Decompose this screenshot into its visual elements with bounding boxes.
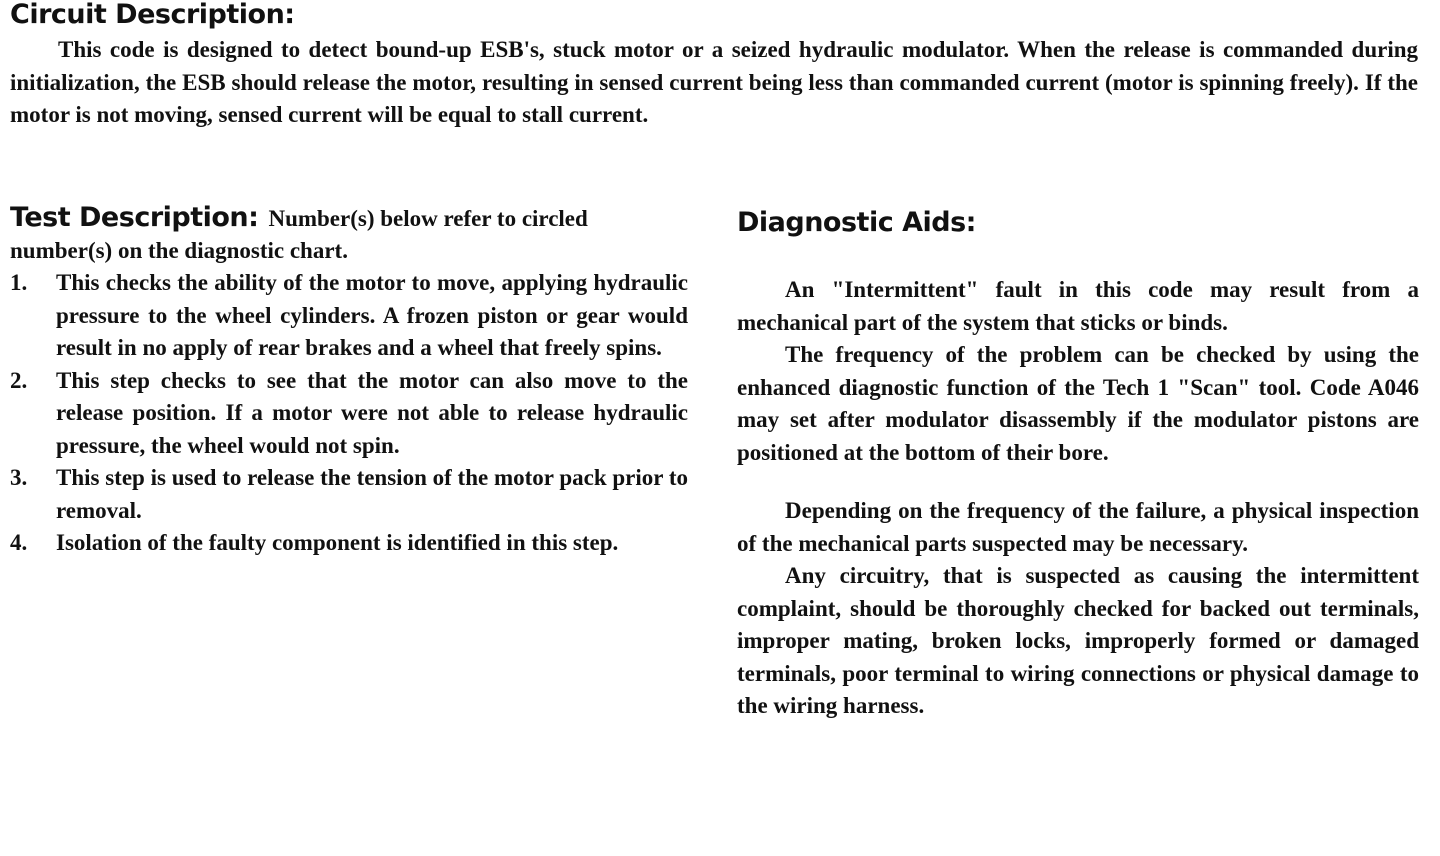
diagnostic-aids-section [737, 206, 1419, 723]
test-description-section [10, 202, 688, 560]
test-description-intro-line [10, 202, 688, 267]
step-number: 3. [10, 465, 28, 490]
test-step [10, 267, 688, 365]
diagnostic-aid-paragraph: Any circuitry, that is suspected as causing the intermittent complaint, should be thoroughly checked for backed out terminals, improper mating, broken locks, improperly formed or damaged terminals, poor terminal to wiring connections or physical damage to the wiring harness. [737, 563, 1419, 718]
step-number: 4. [10, 530, 28, 555]
test-step [10, 527, 688, 560]
circuit-description-text: This code is designed to detect bound-up ESB's, stuck motor or a seized hydraulic modulator. When the release is commanded during initialization, the ESB should release the motor, resulting in sensed current being less than commanded current (motor is spinning freely). If the motor is not moving, sensed current will be equal to stall current. [10, 37, 1418, 127]
circuit-description-section [10, 0, 1418, 132]
circuit-description-heading: Circuit Description: [10, 0, 295, 30]
step-number: 2. [10, 367, 28, 393]
test-step [10, 462, 688, 527]
test-description-intro-text: Number(s) below refer to circled number(s) on the diagnostic chart. [10, 206, 588, 263]
step-number: 1. [10, 270, 28, 295]
diagnostic-aid-paragraph: An "Intermittent" fault in this code may result from a mechanical part of the system that sticks or binds. [737, 277, 1419, 335]
step-text: Isolation of the faulty component is identified in this step. [56, 530, 619, 555]
test-steps-list [10, 267, 688, 560]
diagnostic-aid-paragraph: Depending on the frequency of the failure, a physical inspection of the mechanical parts suspected may be necessary. [737, 498, 1419, 556]
test-step [10, 365, 688, 463]
diagnostic-aid-paragraph: The frequency of the problem can be checked by using the enhanced diagnostic function of the Tech 1 "Scan" tool. Code A046 may set after modulator disassembly if the modulator pistons are positioned at the bottom of their bore. [737, 342, 1419, 465]
step-text: This step checks to see that the motor can also move to the release position. If a motor were not able to release hydraulic pressure, the wheel would not spin. [56, 367, 688, 458]
test-description-heading: Test Description: [10, 202, 259, 233]
step-text: This checks the ability of the motor to move, applying hydraulic pressure to the wheel cylinders. A frozen piston or gear would result in no apply of rear brakes and a wheel that freely spins. [56, 270, 688, 360]
step-text: This step is used to release the tension of the motor pack prior to removal. [56, 465, 688, 523]
diagnostic-aids-heading: Diagnostic Aids: [737, 207, 976, 238]
